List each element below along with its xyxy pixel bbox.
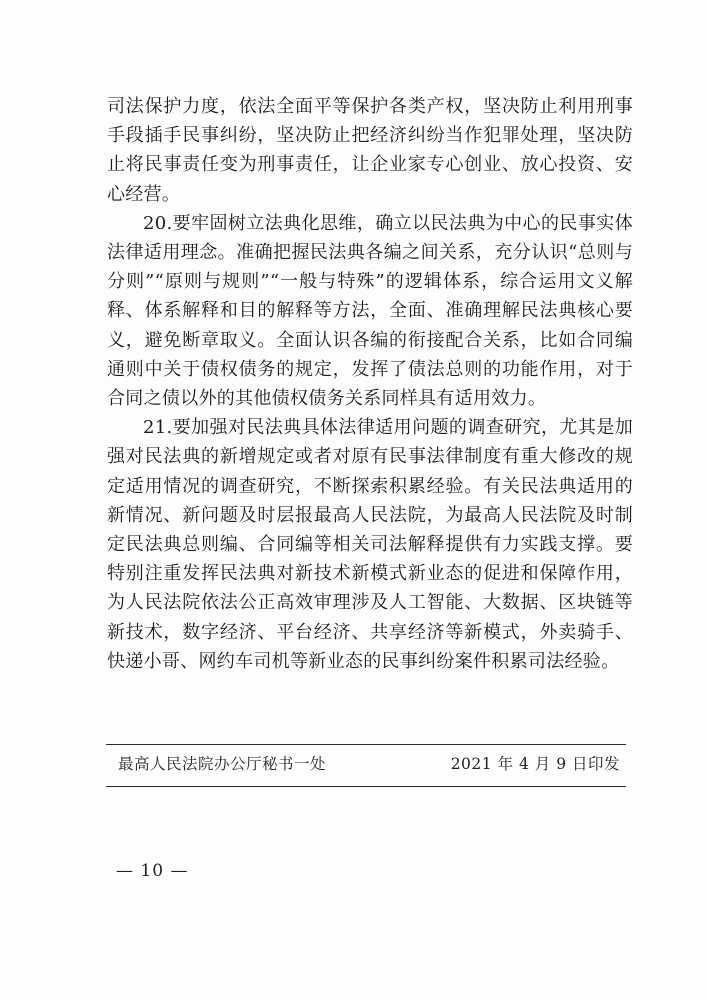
colophon-bottom-rule: [106, 786, 626, 787]
paragraph-item-21: 21.要加强对民法典具体法律适用问题的调查研究，尤其是加强对民法典的新增规定或者对原有民事法律制度有重大修改的规定适用情况的调查研究，不断探索积累经验。有关民法典适用的新情况、新问题及时层报最高人民法院，为最高人民法院及时制定民法典总则编、合同编等相关司法解释提供有力实践支撑。要特别注重发挥民法典对新技术新模式新业态的促进和保障作用，为人民法院依法公正高效审理涉及人工智能、大数据、区块链等新技术，数字经济、平台经济、共享经济等新模式，外卖骑手、快递小哥、网约车司机等新业态的民事纠纷案件积累司法经验。: [107, 417, 633, 672]
body-text: [107, 92, 633, 676]
paragraph-item-20: 20.要牢固树立法典化思维，确立以民法典为中心的民事实体法律适用理念。准确把握民法典各编之间关系，充分认识“总则与分则”“原则与规则”“一般与特殊”的逻辑体系，综合运用文义解释、体系解释和目的解释等方法，全面、准确理解民法典核心要义，避免断章取义。全面认识各编的衔接配合关系，比如合同编通则中关于债权债务的规定，发挥了债法总则的功能作用，对于合同之债以外的其他债权债务关系同样具有适用效力。: [107, 212, 633, 410]
colophon-issuer: 最高人民法院办公厅秘书一处: [118, 755, 327, 773]
colophon-date: 2021 年 4 月 9 日印发: [450, 755, 620, 773]
colophon-top-rule: [106, 744, 626, 745]
paragraph-continued: 司法保护力度，依法全面平等保护各类产权，坚决防止利用刑事手段插手民事纠纷，坚决防止把经济纠纷当作犯罪处理，坚决防止将民事责任变为刑事责任，让企业家专心创业、放心投资、安心经营。: [107, 96, 633, 205]
colophon: [118, 752, 620, 774]
page-number: — 10 —: [116, 861, 189, 881]
